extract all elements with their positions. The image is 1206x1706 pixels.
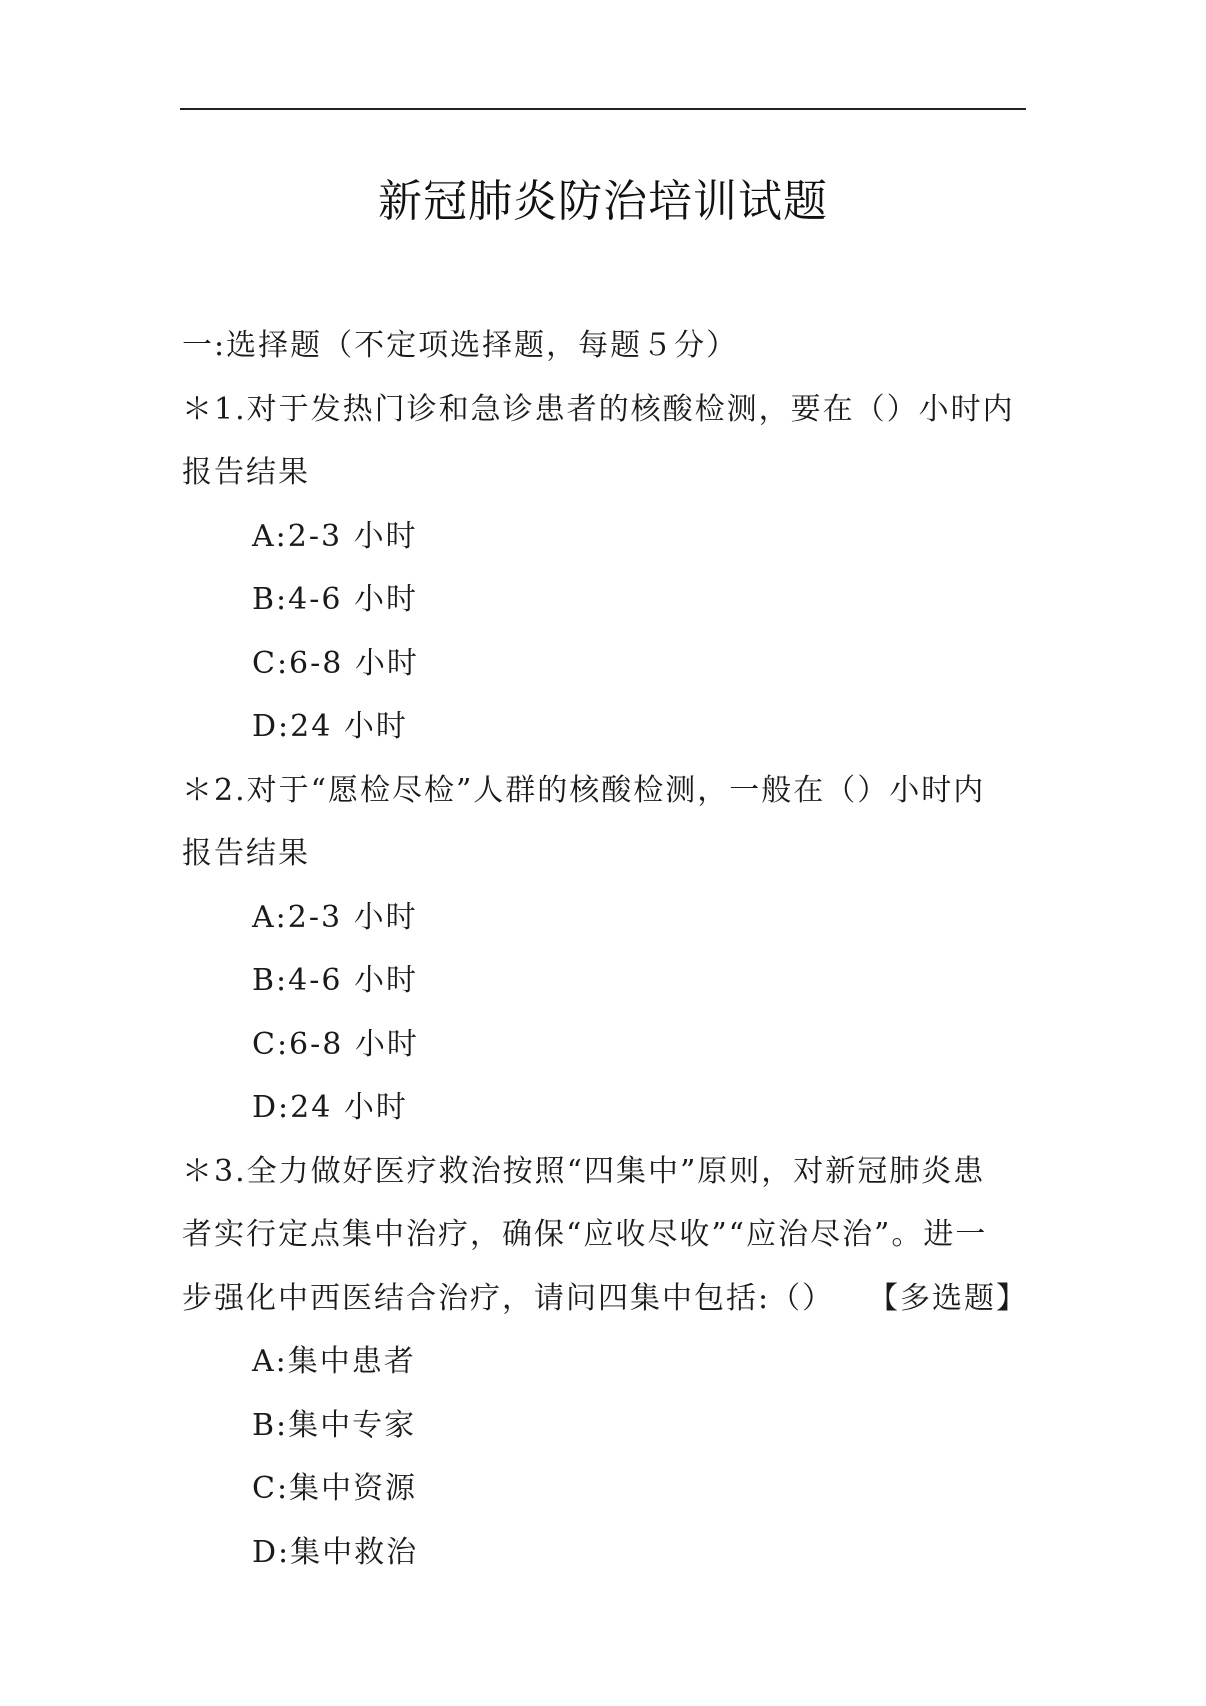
question-text-line: ＊2.对于“愿检尽检”人群的核酸检测，一般在（）小时内 (182, 772, 986, 808)
question-3 (182, 1140, 1028, 1585)
question-text-line-with-tag (182, 1267, 1028, 1331)
option-d: D:24 小时 (252, 709, 408, 744)
question-1 (182, 378, 1028, 759)
top-rule (180, 108, 1026, 110)
section-heading: 一:选择题（不定项选择题，每题５分） (182, 328, 739, 363)
option-c: C:6-8 小时 (252, 645, 419, 681)
question-text-line: 者实行定点集中治疗，确保“应收尽收”“应治尽治”。进一 (182, 1217, 988, 1252)
question-text: 步强化中西医结合治疗，请问四集中包括:（） (182, 1280, 835, 1316)
option-b: B:4-6 小时 (252, 963, 418, 998)
option-c: C:6-8 小时 (252, 1026, 419, 1062)
option-c: C:集中资源 (252, 1471, 418, 1506)
option-b: B:集中专家 (252, 1407, 417, 1443)
option-b: B:4-6 小时 (252, 582, 418, 617)
question-text-line: ＊1.对于发热门诊和急诊患者的核酸检测，要在（）小时内 (182, 391, 1015, 427)
question-2 (182, 759, 1028, 1140)
option-d: D:24 小时 (252, 1090, 408, 1125)
option-d: D:集中救治 (252, 1534, 419, 1570)
document-title: 新冠肺炎防治培训试题 (378, 176, 828, 227)
document-body (182, 314, 1028, 1584)
option-a: A:2-3 小时 (252, 518, 418, 554)
question-text-line: ＊3.全力做好医疗救治按照“四集中”原则，对新冠肺炎患 (182, 1153, 986, 1189)
option-a: A:集中患者 (252, 1344, 416, 1379)
option-a: A:2-3 小时 (252, 899, 418, 935)
question-text-line: 报告结果 (182, 455, 310, 490)
question-text-line: 报告结果 (182, 836, 310, 871)
multi-choice-tag: 【多选题】 (868, 1280, 1028, 1316)
